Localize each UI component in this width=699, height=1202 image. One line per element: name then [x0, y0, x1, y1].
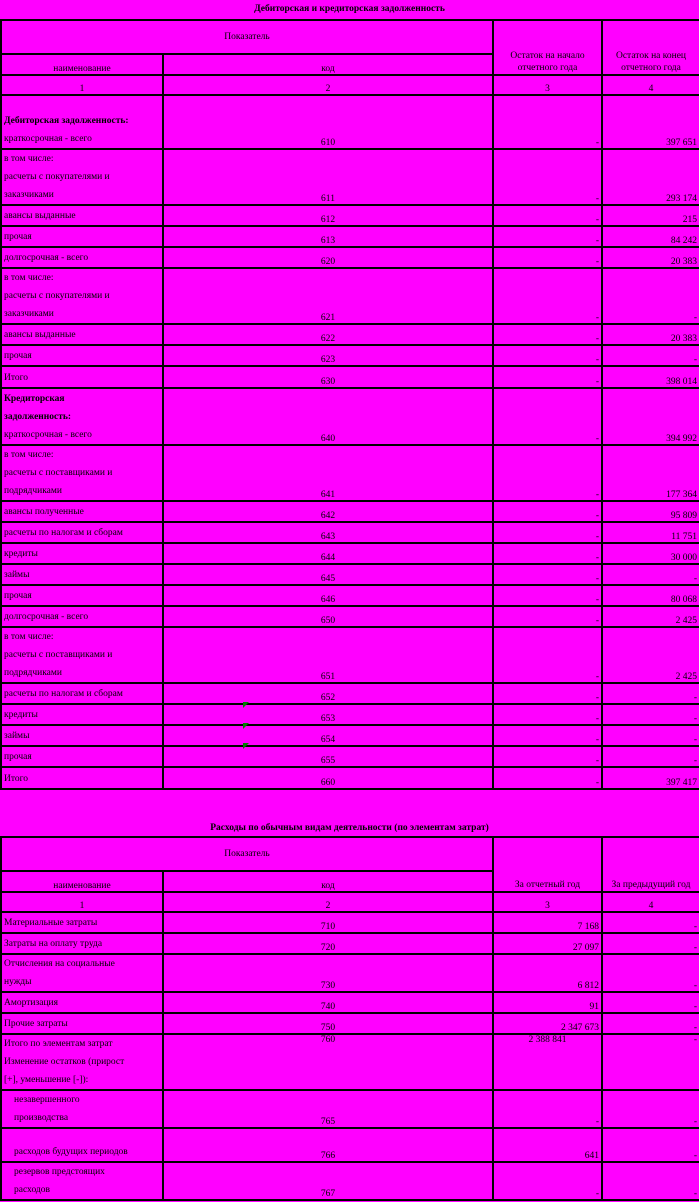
indicator-name-line: незавершенного	[14, 1095, 80, 1105]
current-value: 6 812	[493, 954, 602, 992]
table-row	[1, 1128, 699, 1162]
table-row	[1, 345, 699, 366]
indicator-name-line: задолженность:	[4, 412, 72, 422]
start-value: -	[493, 205, 602, 226]
current-value: -	[493, 1162, 602, 1200]
row-code: 630	[163, 366, 493, 388]
start-value: -	[493, 767, 602, 789]
receivables-table	[0, 19, 699, 790]
indicator-name-line: нужды	[4, 977, 32, 987]
indicator-name	[1, 954, 163, 992]
indicator-name-line: Итого по элементам затрат	[4, 1039, 113, 1049]
start-value: -	[493, 445, 602, 501]
end-value: -	[602, 725, 699, 746]
indicator-name	[1, 226, 163, 247]
indicator-name	[1, 683, 163, 704]
column-number: 4	[602, 892, 699, 912]
end-value: 20 383	[602, 324, 699, 345]
indicator-name-line: авансы выданные	[4, 330, 76, 340]
row-code: 750	[163, 1013, 493, 1034]
indicator-name-line: долгосрочная - всего	[4, 612, 89, 622]
end-value: 397 417	[602, 767, 699, 789]
table-row	[1, 585, 699, 606]
indicator-name-line: авансы полученные	[4, 507, 84, 517]
indicator-name	[1, 247, 163, 268]
table-row	[1, 606, 699, 627]
previous-header: За предыдущий год	[602, 837, 699, 892]
end-value: 84 242	[602, 226, 699, 247]
row-code: 660	[163, 767, 493, 789]
indicator-name-line: авансы выданные	[4, 211, 76, 221]
indicator-name	[1, 1090, 163, 1128]
indicator-name-line: расходов	[14, 1185, 50, 1195]
indicator-name	[1, 95, 163, 149]
end-value: -	[602, 564, 699, 585]
indicator-name	[1, 345, 163, 366]
indicator-name-line: расчеты по налогам и сборам	[4, 528, 123, 538]
column-number-row	[1, 892, 699, 912]
previous-value: -	[602, 992, 699, 1013]
indicator-name-line: краткосрочная - всего	[4, 430, 92, 440]
start-value: -	[493, 366, 602, 388]
column-number-row	[1, 75, 699, 95]
row-code: 766	[163, 1128, 493, 1162]
indicator-name	[1, 522, 163, 543]
end-value: 177 364	[602, 445, 699, 501]
start-value: -	[493, 95, 602, 149]
start-value: -	[493, 268, 602, 324]
end-value: -	[602, 704, 699, 725]
column-number: 4	[602, 75, 699, 95]
indicator-name	[1, 1162, 163, 1200]
start-value: -	[493, 606, 602, 627]
start-value: -	[493, 522, 602, 543]
table-row	[1, 912, 699, 933]
table-row	[1, 95, 699, 149]
indicator-name	[1, 606, 163, 627]
row-code: 646	[163, 585, 493, 606]
indicator-name-line: расчеты с поставщиками и	[4, 650, 113, 660]
row-code: 645	[163, 564, 493, 585]
end-value: 2 425	[602, 627, 699, 683]
header-row	[1, 20, 699, 54]
previous-value: -	[602, 933, 699, 954]
expenses-table	[0, 836, 699, 1201]
current-value: 2 347 673	[493, 1013, 602, 1034]
previous-value: -	[602, 1034, 699, 1090]
column-number: 3	[493, 892, 602, 912]
row-code: 653	[163, 704, 493, 725]
indicator-name-line: прочая	[4, 752, 32, 762]
previous-value: -	[602, 954, 699, 992]
row-code: 730	[163, 954, 493, 992]
name-header: наименование	[1, 871, 163, 892]
indicator-name	[1, 912, 163, 933]
column-number: 3	[493, 75, 602, 95]
end-header: Остаток на конец отчетного года	[602, 20, 699, 75]
indicator-header: Показатель	[1, 837, 493, 871]
indicator-name	[1, 564, 163, 585]
indicator-name-line: прочая	[4, 591, 32, 601]
end-value: 398 014	[602, 366, 699, 388]
table-row	[1, 388, 699, 445]
indicator-name-line: подрядчиками	[4, 486, 62, 496]
table-row	[1, 149, 699, 205]
indicator-name-line: в том числе:	[4, 154, 54, 164]
indicator-name	[1, 992, 163, 1013]
cell-error-marker	[243, 743, 249, 749]
indicator-name-line: займы	[4, 731, 30, 741]
table-row	[1, 501, 699, 522]
current-value: 641	[493, 1128, 602, 1162]
indicator-name	[1, 268, 163, 324]
indicator-name-line: заказчиками	[4, 309, 54, 319]
indicator-name-line: прочая	[4, 351, 32, 361]
indicator-name	[1, 366, 163, 388]
end-value: -	[602, 345, 699, 366]
end-value: 95 809	[602, 501, 699, 522]
table-row	[1, 268, 699, 324]
indicator-name-line: резервов предстоящих	[14, 1167, 105, 1177]
indicator-name-line: подрядчиками	[4, 668, 62, 678]
table-row	[1, 746, 699, 767]
indicator-name-line: Итого	[4, 774, 29, 784]
indicator-name	[1, 725, 163, 746]
indicator-name-line: в том числе:	[4, 632, 54, 642]
indicator-name-line: расчеты по налогам и сборам	[4, 689, 123, 699]
current-value: 7 168	[493, 912, 602, 933]
row-code: 640	[163, 388, 493, 445]
indicator-name	[1, 585, 163, 606]
table-row	[1, 1090, 699, 1128]
end-value: 397 651	[602, 95, 699, 149]
indicator-name-line: расчеты с покупателями и	[4, 172, 110, 182]
column-number: 2	[163, 75, 493, 95]
row-code: 740	[163, 992, 493, 1013]
start-value: -	[493, 149, 602, 205]
column-number: 1	[1, 892, 163, 912]
indicator-name-line: [+], уменьшение [-]):	[4, 1075, 89, 1085]
table-row	[1, 954, 699, 992]
indicator-name	[1, 149, 163, 205]
row-code: 623	[163, 345, 493, 366]
table-row	[1, 324, 699, 345]
indicator-name-line: Изменение остатков (прирост	[4, 1057, 125, 1067]
name-header: наименование	[1, 54, 163, 75]
indicator-name-line: Затраты на оплату труда	[4, 939, 103, 949]
table-row	[1, 767, 699, 789]
row-code: 767	[163, 1162, 493, 1200]
cell-error-marker	[243, 702, 249, 708]
start-value: -	[493, 388, 602, 445]
indicator-name	[1, 627, 163, 683]
indicator-name	[1, 746, 163, 767]
indicator-name-line: Прочие затраты	[4, 1019, 68, 1029]
indicator-name	[1, 543, 163, 564]
indicator-name-line: Кредиторская	[4, 394, 65, 404]
indicator-name-line: долгосрочная - всего	[4, 253, 89, 263]
end-value: 394 992	[602, 388, 699, 445]
row-code: 610	[163, 95, 493, 149]
row-code: 611	[163, 149, 493, 205]
indicator-name	[1, 205, 163, 226]
table-row	[1, 627, 699, 683]
indicator-name-line: в том числе:	[4, 273, 54, 283]
start-value: -	[493, 564, 602, 585]
table-row	[1, 247, 699, 268]
header-row	[1, 837, 699, 871]
indicator-name	[1, 933, 163, 954]
current-value: 27 097	[493, 933, 602, 954]
indicator-name-line: Дебиторская задолженность:	[4, 116, 129, 126]
previous-value: -	[602, 1162, 699, 1200]
table-row	[1, 992, 699, 1013]
previous-value: -	[602, 1013, 699, 1034]
expenses-title: Расходы по обычным видам деятельности (по элементам затрат)	[210, 823, 489, 833]
table-row	[1, 1013, 699, 1034]
row-code: 642	[163, 501, 493, 522]
indicator-name	[1, 501, 163, 522]
start-value: -	[493, 725, 602, 746]
indicator-name	[1, 1034, 163, 1090]
table-row	[1, 683, 699, 704]
row-code: 621	[163, 268, 493, 324]
indicator-name-line: в том числе:	[4, 450, 54, 460]
table-row	[1, 1034, 699, 1090]
end-value: -	[602, 683, 699, 704]
previous-value: -	[602, 1090, 699, 1128]
start-value: -	[493, 324, 602, 345]
start-value: -	[493, 627, 602, 683]
row-code: 622	[163, 324, 493, 345]
indicator-name-line: Итого	[4, 373, 29, 383]
end-value: 215	[602, 205, 699, 226]
start-value: -	[493, 543, 602, 564]
start-value: -	[493, 226, 602, 247]
indicator-name-line: прочая	[4, 232, 32, 242]
receivables-title: Дебиторская и кредиторская задолженность	[254, 4, 445, 14]
indicator-name-line: кредиты	[4, 549, 38, 559]
code-header: код	[163, 54, 493, 75]
row-code: 655	[163, 746, 493, 767]
row-code: 644	[163, 543, 493, 564]
start-value: -	[493, 247, 602, 268]
row-code: 765	[163, 1090, 493, 1128]
cell-error-marker	[243, 723, 249, 729]
row-code: 654	[163, 725, 493, 746]
start-value: -	[493, 585, 602, 606]
end-value: 11 751	[602, 522, 699, 543]
row-code: 612	[163, 205, 493, 226]
indicator-name	[1, 1013, 163, 1034]
end-value: 293 174	[602, 149, 699, 205]
indicator-name	[1, 704, 163, 725]
end-value: 20 383	[602, 247, 699, 268]
indicator-name	[1, 388, 163, 445]
row-code: 643	[163, 522, 493, 543]
row-code: 710	[163, 912, 493, 933]
current-value: -	[493, 1090, 602, 1128]
indicator-name	[1, 445, 163, 501]
table-row	[1, 725, 699, 746]
end-value: 2 425	[602, 606, 699, 627]
column-number: 2	[163, 892, 493, 912]
indicator-name-line: расчеты с покупателями и	[4, 291, 110, 301]
column-number: 1	[1, 75, 163, 95]
row-code: 651	[163, 627, 493, 683]
start-value: -	[493, 746, 602, 767]
indicator-name-line: Отчисления на социальные	[4, 959, 115, 969]
table-row	[1, 522, 699, 543]
start-value: -	[493, 704, 602, 725]
row-code: 760	[163, 1034, 493, 1090]
row-code: 641	[163, 445, 493, 501]
indicator-name-line: Амортизация	[4, 998, 58, 1008]
indicator-header: Показатель	[1, 20, 493, 54]
row-code: 620	[163, 247, 493, 268]
current-header: За отчетный год	[493, 837, 602, 892]
start-value: -	[493, 345, 602, 366]
table-row	[1, 205, 699, 226]
indicator-name-line: производства	[14, 1113, 69, 1123]
end-value: 30 000	[602, 543, 699, 564]
previous-value: -	[602, 912, 699, 933]
table-row	[1, 564, 699, 585]
end-value: 80 068	[602, 585, 699, 606]
indicator-name	[1, 767, 163, 789]
table-row	[1, 933, 699, 954]
current-value: 2 388 841	[493, 1034, 602, 1090]
table-row	[1, 226, 699, 247]
indicator-name-line: Материальные затраты	[4, 918, 98, 928]
row-code: 720	[163, 933, 493, 954]
indicator-name-line: кредиты	[4, 710, 38, 720]
end-value: -	[602, 746, 699, 767]
indicator-name-line: займы	[4, 570, 30, 580]
previous-value: -	[602, 1128, 699, 1162]
indicator-name-line: заказчиками	[4, 190, 54, 200]
end-value: -	[602, 268, 699, 324]
indicator-name-line: краткосрочная - всего	[4, 134, 92, 144]
indicator-name-line: расчеты с поставщиками и	[4, 468, 113, 478]
start-header: Остаток на начало отчетного года	[493, 20, 602, 75]
code-header: код	[163, 871, 493, 892]
row-code: 650	[163, 606, 493, 627]
table-row	[1, 366, 699, 388]
table-row	[1, 445, 699, 501]
start-value: -	[493, 683, 602, 704]
table-row	[1, 704, 699, 725]
table-row	[1, 543, 699, 564]
table-row	[1, 1162, 699, 1200]
indicator-name	[1, 324, 163, 345]
current-value: 91	[493, 992, 602, 1013]
row-code: 652	[163, 683, 493, 704]
indicator-name	[1, 1128, 163, 1162]
row-code: 613	[163, 226, 493, 247]
start-value: -	[493, 501, 602, 522]
indicator-name-line: расходов будущих периодов	[14, 1147, 128, 1157]
